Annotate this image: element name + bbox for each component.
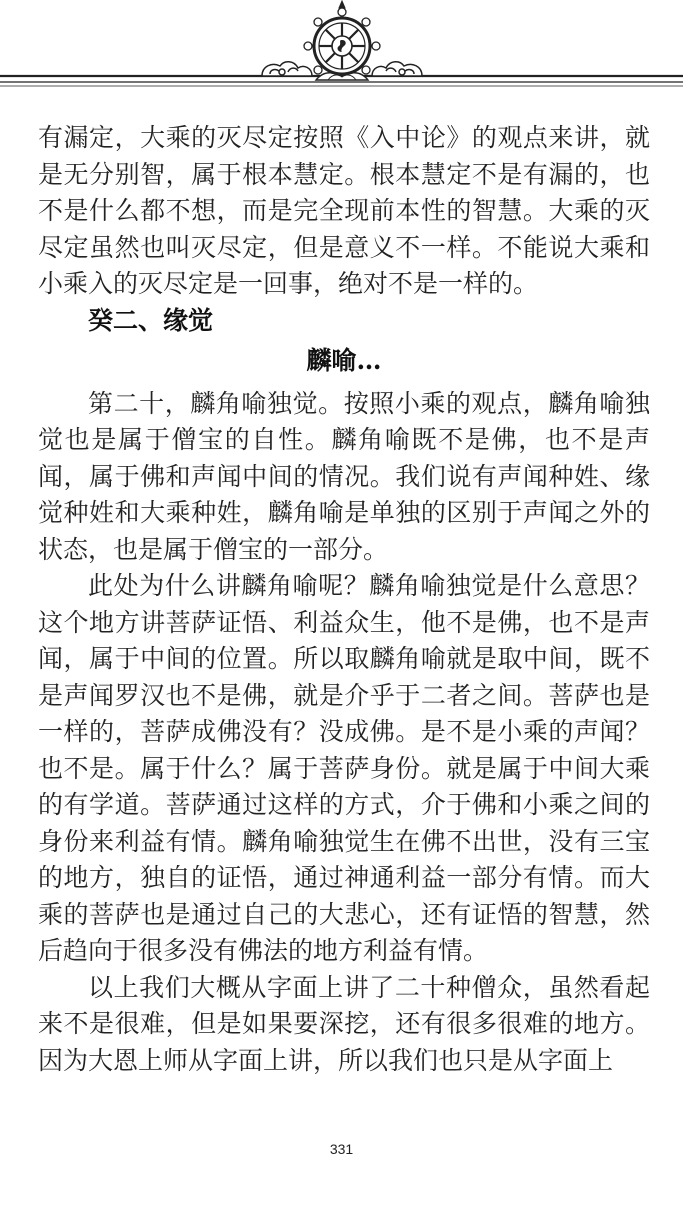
page-number: 331 xyxy=(329,1141,354,1157)
header-ornament xyxy=(0,0,683,100)
paragraph: 以上我们大概从字面上讲了二十种僧众，虽然看起来不是很难，但是如果要深挖，还有很多很难的地方。因为大恩上师从字面上讲，所以我们也只是从字面上 xyxy=(38,972,650,1075)
cloud-scroll-ornament-icon xyxy=(372,62,422,76)
paragraph-continued: 有漏定，大乘的灭尽定按照《入中论》的观点来讲，就是无分别智，属于根本慧定。根本慧定不是有漏的，也不是什么都不想，而是完全现前本性的智慧。大乘的灭尽定虽然也叫灭尽定，但是意义不一样。不能说大乘和小乘入的灭尽定是一回事，绝对不是一样的。 xyxy=(38,123,650,298)
dharma-wheel-icon xyxy=(304,1,380,80)
subheading: 麟喻… xyxy=(306,346,382,375)
paragraph: 此处为什么讲麟角喻呢？麟角喻独觉是什么意思？这个地方讲菩萨证悟、利益众生，他不是佛，也不是声闻，属于中间的位置。所以取麟角喻就是取中间，既不是声闻罗汉也不是佛，就是介乎于二者之间。菩萨也是一样的，菩萨成佛没有？没成佛。是不是小乘的声闻？也不是。属于什么？属于菩萨身份。就是属于中间大乘的有学道。菩萨通过这样的方式，介于佛和小乘之间的身份来利益有情。麟角喻独觉生在佛不出世，没有三宝的地方，独自的证悟，通过神通利益一部分有情。而大乘的菩萨也是通过自己的大悲心，还有证悟的智慧，然后趋向于很多没有佛法的地方利益有情。 xyxy=(38,571,650,965)
body-text xyxy=(38,120,650,1079)
cloud-scroll-ornament-icon xyxy=(262,62,312,76)
paragraph: 第二十，麟角喻独觉。按照小乘的观点，麟角喻独觉也是属于僧宝的自性。麟角喻既不是佛，也不是声闻，属于佛和声闻中间的情况。我们说有声闻种姓、缘觉种姓和大乘种姓，麟角喻是单独的区别于声闻之外的状态，也是属于僧宝的一部分。 xyxy=(38,388,650,564)
page-header xyxy=(0,0,683,100)
section-heading: 癸二、缘觉 xyxy=(88,305,214,335)
